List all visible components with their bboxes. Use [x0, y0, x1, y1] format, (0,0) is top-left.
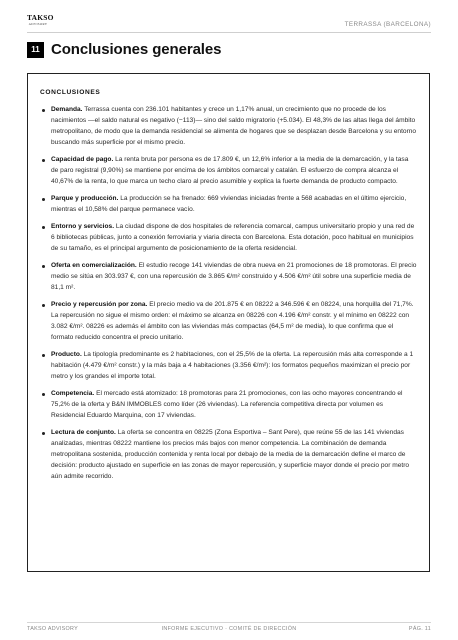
logo-subtitle: ADVISORY [28, 22, 48, 26]
item-term: Producto. [51, 351, 82, 358]
list-item [40, 105, 417, 149]
item-text: La ciudad dispone de dos hospitales de referencia comarcal, campus universitario propio y una red de 6 bibliotecas públicas, junto a conexión ferroviaria y viaria directa con Barcelona. Esta dotación, poco habitual en municipios de su tamaño, es el principal argumento de posicionamiento de la oferta residencial. [51, 223, 415, 252]
company-logo [27, 13, 54, 26]
item-term: Competencia. [51, 390, 95, 398]
footer-page-number: PÁG. 11 [408, 626, 431, 632]
conclusions-heading: CONCLUSIONES [40, 89, 101, 96]
list-item [40, 222, 417, 255]
list-item [40, 428, 417, 483]
logo-wordmark: TAKSO [27, 13, 54, 22]
section-number-badge: 11 [27, 42, 44, 58]
item-text: El mercado está atomizado: 18 promotoras para 21 promociones, con las ocho mayores concentrando el 75,2% de la oferta y B&N IMMOBLES como líder (26 viviendas). La referencia competitiva directa por volumen es Residencial Eduardo Marquina, con 17 viviendas. [51, 390, 403, 419]
item-term: Entorno y servicios. [51, 223, 115, 231]
item-text: La tipología predominante es 2 habitaciones, con el 25,5% de la oferta. La repercusión más alta corresponde a 1 habitación (4.479 €/m² constr.) y la más baja a 4 habitaciones (3.356 €/m²): los formatos pequeños maximizan el precio por metro y los grandes el importe total. [51, 351, 414, 380]
conclusions-list [40, 105, 417, 483]
item-text: La oferta se concentra en 08225 (Zona Esportiva – Sant Pere), que reúne 55 de las 141 viviendas analizadas, mientras 08222 mantiene los precios más bajos con menor competencia. La combinación de demanda metropolitana sostenida, producción contenida y renta local por debajo de la media de la demarcación define el marco de decisión: producto ajustado en superficie en las zonas de mayor repercusión, y superficie mayor donde el precio por metro aún admite recorrido. [51, 429, 410, 480]
item-text: La producción se ha frenado: 669 viviendas iniciadas frente a 568 acabadas en el último ejercicio, mientras el 10,58% del parque permanece vacío. [51, 194, 407, 213]
item-text: El estudio recoge 141 viviendas de obra nueva en 21 promociones de 18 promotoras. El precio medio se sitúa en 303.937 €, con una repercusión de 3.865 €/m² construido y 4.506 €/m² útil sobre una superficie media de 81,1 m². [51, 262, 417, 291]
footer-company: TAKSO ADVISORY [27, 626, 79, 632]
section-header [27, 41, 221, 58]
item-term: Oferta en comercialización. [51, 262, 137, 270]
footer-report-name: INFORME EJECUTIVO · COMITÉ DE DIRECCIÓN [161, 626, 297, 632]
footer-divider [27, 622, 431, 623]
item-term: Demanda. [51, 106, 83, 113]
item-term: Precio y repercusión por zona. [51, 301, 148, 309]
item-text: La renta bruta por persona es de 17.809 €, un 12,6% inferior a la media de la demarcación, y la tasa de paro registral (9,90%) se mantiene por encima de los ámbitos comarcal y catalán. El esfuerzo de compra alcanza el 40,67% de la renta, lo que marca un techo claro al precio asumible y explica la fuerte demanda de producto compacto. [51, 155, 409, 185]
section-title: Conclusiones generales [51, 41, 222, 58]
item-term: Capacidad de pago. [51, 155, 114, 163]
item-term: Lectura de conjunto. [51, 429, 116, 437]
item-text: El precio medio va de 201.875 € en 08222 a 346.596 € en 08224, una horquilla del 71,7%. La repercusión no sigue el mismo orden: el máximo se alcanza en 08226 con 4.196 €/m² constr. y el mínimo en 08222 con 3.082 €/m². 08226 es además el ámbito con las viviendas más compactas (64,5 m² de media), lo que confirma que el formato reducido concentra el precio unitario. [51, 301, 414, 341]
list-item [40, 194, 417, 216]
list-item [40, 261, 417, 294]
item-text: Terrassa cuenta con 236.101 habitantes y crece un 1,17% anual, un crecimiento que no procede de los nacimientos —el saldo natural es negativo (−113)— sino del saldo migratorio (+5.034). El 48,3% de las altas llega del ámbito metropolitano, de modo que la demanda residencial se alimenta de hogares que se desplazan desde Barcelona y su entorno buscando más superficie por el mismo precio. [51, 106, 417, 146]
header-divider [27, 32, 431, 33]
list-item [40, 350, 417, 383]
item-term: Parque y producción. [51, 194, 119, 202]
conclusions-box [27, 73, 430, 572]
list-item [40, 389, 417, 422]
location-label: TERRASSA (BARCELONA) [344, 21, 431, 28]
list-item [40, 300, 417, 344]
list-item [40, 155, 417, 188]
